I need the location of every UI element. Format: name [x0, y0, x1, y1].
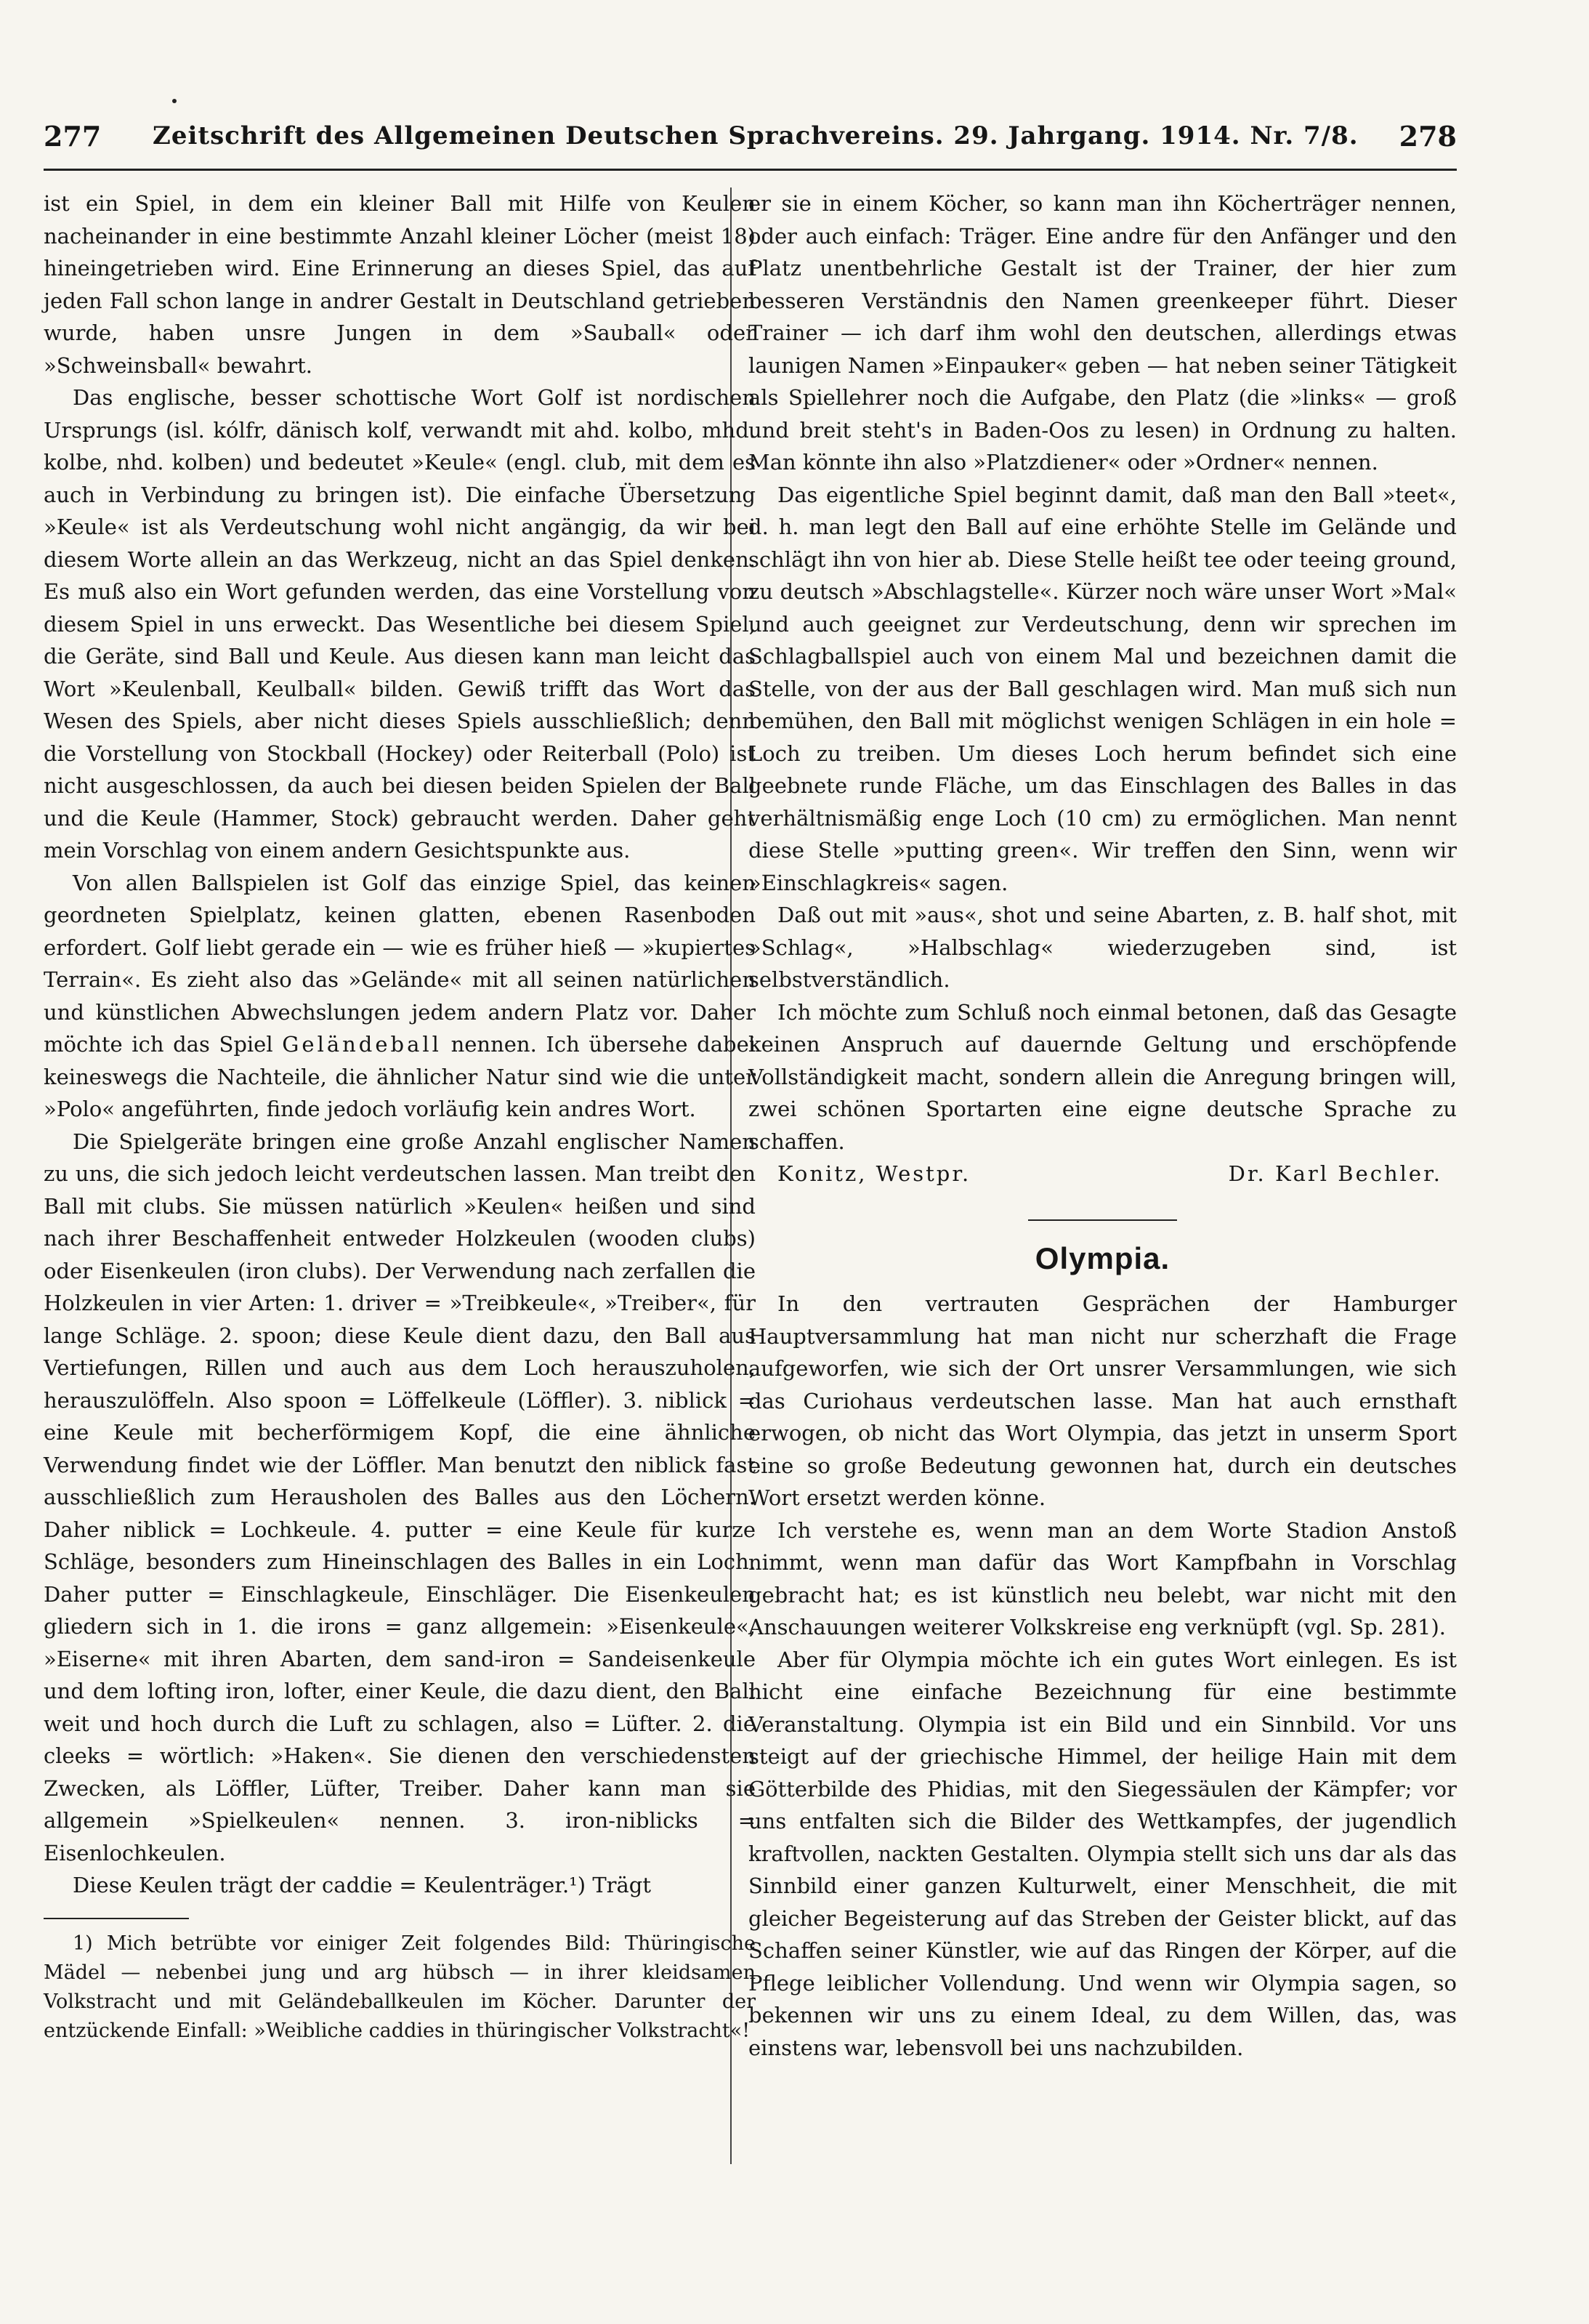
- left-column: [44, 187, 756, 2046]
- left-page-number: 277: [44, 120, 102, 153]
- ink-dot: [172, 99, 177, 103]
- paragraph: Diese Keulen trägt der caddie = Keulenträger.¹) Trägt: [73, 1873, 652, 1897]
- page-header: [44, 120, 1457, 164]
- paragraph: Die Spielgeräte bringen eine große Anzahl englischer Namen zu uns, die sich jedoch leicht verdeutschen lassen. Man treibt den Ball mit clubs. Sie müssen natürlich »Keulen« heißen und sind nach ihrer Beschaffenheit entweder Holzkeulen (wooden clubs) oder Eisenkeulen (iron clubs). Der Verwendung nach zerfallen die Holzkeulen in vier Arten: 1. driver = »Treibkeule«, »Treiber«, für lange Schläge. 2. spoon; diese Keule dient dazu, den Ball aus Vertiefungen, Rillen und auch aus dem Loch herauszuholen, herauszulöffeln. Also spoon = Löffelkeule (Löffler). 3. niblick = eine Keule mit becherförmigem Kopf, die eine ähnliche Verwendung findet wie der Löffler. Man benutzt den niblick fast ausschließlich zum Herausholen des Balles aus den Löchern. Daher niblick = Lochkeule. 4. putter = eine Keule für kurze Schläge, besonders zum Hineinschlagen des Balles in ein Loch. Daher putter = Einschlagkeule, Einschläger. Die Eisenkeulen gliedern sich in 1. die irons = ganz allgemein: »Eisenkeule«, »Eiserne« mit ihren Abarten, dem sand-iron = Sandeisenkeule und dem lofting iron, lofter, einer Keule, die dazu dient, den Ball weit und hoch durch die Luft zu schlagen, also = Lüfter. 2. die cleeks = wörtlich: »Haken«. Sie dienen den verschiedensten Zwecken, als Löffler, Lüfter, Treiber. Daher kann man sie allgemein »Spielkeulen« nennen. 3. iron-niblicks = Eisenlochkeulen.: [44, 1129, 756, 1865]
- right-page-number: 278: [1399, 120, 1457, 153]
- emphasized-term: Geländeball: [282, 1032, 442, 1057]
- paragraph-text: nennen. Ich übersehe dabei keineswegs die Nachteile, die ähnlicher Natur sind wie die unter »Polo« angeführten, finde jedoch vorläufig kein andres Wort.: [44, 1032, 756, 1121]
- signature: [748, 1158, 1457, 1190]
- signature-place: Konitz, Westpr.: [777, 1161, 971, 1186]
- paragraph: Das englische, besser schottische Wort Golf ist nordischen Ursprungs (isl. kólfr, dänisch kolf, verwandt mit ahd. kolbo, mhd. kolbe, nhd. kolben) und bedeutet »Keule« (engl. club, mit dem es auch in Verbindung zu bringen ist). Die einfache Übersetzung »Keule« ist als Verdeutschung wohl nicht angängig, da wir bei diesem Worte allein an das Werkzeug, nicht an das Spiel denken. Es muß also ein Wort gefunden werden, das eine Vorstellung von diesem Spiel in uns erweckt. Das Wesentliche bei diesem Spiel, die Geräte, sind Ball und Keule. Aus diesen kann man leicht das Wort »Keulenball, Keulball« bilden. Gewiß trifft das Wort das Wesen des Spiels, aber nicht dieses Spiels ausschließlich; denn die Vorstellung von Stockball (Hockey) oder Reiterball (Polo) ist nicht ausgeschlossen, da auch bei diesen beiden Spielen der Ball und die Keule (Hammer, Stock) gebraucht werden. Daher geht mein Vorschlag von einem andern Gesichtspunkte aus.: [44, 385, 756, 863]
- section-title: Olympia.: [1035, 1240, 1170, 1275]
- paragraph: [44, 867, 756, 1126]
- signature-author: Dr. Karl Bechler.: [1228, 1161, 1442, 1186]
- running-title: Zeitschrift des Allgemeinen Deutschen Sprachvereins. 29. Jahrgang. 1914. Nr. 7/8.: [153, 121, 1359, 150]
- footnote: [44, 1929, 756, 2046]
- paragraph: ist ein Spiel, in dem ein kleiner Ball mit Hilfe von Keulen nacheinander in eine bestimmte Anzahl kleiner Löcher (meist 18) hineingetrieben wird. Eine Erinnerung an dieses Spiel, das auf jeden Fall schon lange in andrer Gestalt in Deutschland getrieben wurde, haben unsre Jungen in dem »Sauball« oder »Schweinsball« bewahrt.: [44, 191, 756, 378]
- footnote-text: 1) Mich betrübte vor einiger Zeit folgendes Bild: Thüringische Mädel — nebenbei jung und arg hübsch — in ihrer kleidsamen Volkstracht und mit Geländeballkeulen im Köcher. Darunter der entzückende Einfall: »Weibliche caddies in thüringischer Volkstracht«!: [44, 1932, 756, 2042]
- paragraph: In den vertrauten Gesprächen der Hamburger Hauptversammlung hat man nicht nur scherzhaft die Frage aufgeworfen, wie sich der Ort unsrer Versammlungen, wie sich das Curiohaus verdeutschen lasse. Man hat auch ernsthaft erwogen, ob nicht das Wort Olympia, das jetzt in unserm Sport eine so große Bedeutung gewonnen hat, durch ein deutsches Wort ersetzt werden könne.: [748, 1291, 1457, 1510]
- footnote-rule: [44, 1918, 189, 1919]
- paragraph: Daß out mit »aus«, shot und seine Abarten, z. B. half shot, mit »Schlag«, »Halbschlag« wiederzugeben sind, ist selbstverständlich.: [748, 903, 1457, 992]
- paragraph: Aber für Olympia möchte ich ein gutes Wort einlegen. Es ist nicht eine einfache Bezeichnung für eine bestimmte Veranstaltung. Olympia ist ein Bild und ein Sinnbild. Vor uns steigt auf der griechische Himmel, der heilige Hain mit dem Götterbilde des Phidias, mit den Siegessäulen der Kämpfer; vor uns entfalten sich die Bilder des Wettkampfes, der jugendlich kraftvollen, nackten Gestalten. Olympia stellt sich uns dar als das Sinnbild einer ganzen Kulturwelt, einer Menschheit, die mit gleicher Begeisterung auf das Streben der Geister blickt, auf das Schaffen seiner Künstler, wie auf das Ringen der Körper, auf die Pflege leiblicher Vollendung. Und wenn wir Olympia sagen, so bekennen wir uns zu einem Ideal, zu dem Willen, das, was einstens war, lebensvoll bei uns nachzubilden.: [748, 1647, 1457, 2060]
- paragraph: er sie in einem Köcher, so kann man ihn Köcherträger nennen, oder auch einfach: Träger. Eine andre für den Anfänger und den Platz unentbehrliche Gestalt ist der Trainer, der hier zum besseren Verständnis den Namen greenkeeper führt. Dieser Trainer — ich darf ihm wohl den deutschen, allerdings etwas launigen Namen »Einpauker« geben — hat neben seiner Tätigkeit als Spiellehrer noch die Aufgabe, den Platz (die »links« — groß und breit steht's in Baden-Oos zu lesen) in Ordnung zu halten. Man könnte ihn also »Platzdiener« oder »Ordner« nennen.: [748, 191, 1457, 475]
- paragraph: Ich möchte zum Schluß noch einmal betonen, daß das Gesagte keinen Anspruch auf dauernde Geltung und erschöpfende Vollständigkeit macht, sondern allein die Anregung bringen will, zwei schönen Sportarten eine eigne deutsche Sprache zu schaffen.: [748, 999, 1457, 1154]
- section-rule: [1028, 1219, 1177, 1221]
- header-rule: [44, 169, 1457, 171]
- paragraph: Ich verstehe es, wenn man an dem Worte Stadion Anstoß nimmt, wenn man dafür das Wort Kampfbahn in Vorschlag gebracht hat; es ist künstlich neu belebt, war nicht mit den Anschauungen weiterer Volkskreise eng verknüpft (vgl. Sp. 281).: [748, 1517, 1457, 1639]
- paragraph-text: Von allen Ballspielen ist Golf das einzige Spiel, das keinen geordneten Spielplatz, keinen glatten, ebenen Rasenboden erfordert. Golf liebt gerade ein — wie es früher hieß — »kupiertes Terrain«. Es zieht also das »Gelände« mit all seinen natürlichen und künstlichen Abwechslungen jedem andern Platz vor. Daher möchte ich das Spiel: [44, 870, 756, 1057]
- paragraph: Das eigentliche Spiel beginnt damit, daß man den Ball »teet«, d. h. man legt den Ball auf eine erhöhte Stelle im Gelände und schlägt ihn von hier ab. Diese Stelle heißt tee oder teeing ground, zu deutsch »Abschlagstelle«. Kürzer noch wäre unser Wort »Mal« und auch geeignet zur Verdeutschung, denn wir sprechen im Schlagballspiel auch von einem Mal und bezeichnen damit die Stelle, von der aus der Ball geschlagen wird. Man muß sich nun bemühen, den Ball mit möglichst wenigen Schlägen in ein hole = Loch zu treiben. Um dieses Loch herum befindet sich eine geebnete runde Fläche, um das Einschlagen des Balles in das verhältnismäßig enge Loch (10 cm) zu ermöglichen. Man nennt diese Stelle »putting green«. Wir treffen den Sinn, wenn wir »Einschlagkreis« sagen.: [748, 482, 1457, 895]
- right-column: [748, 187, 1457, 2064]
